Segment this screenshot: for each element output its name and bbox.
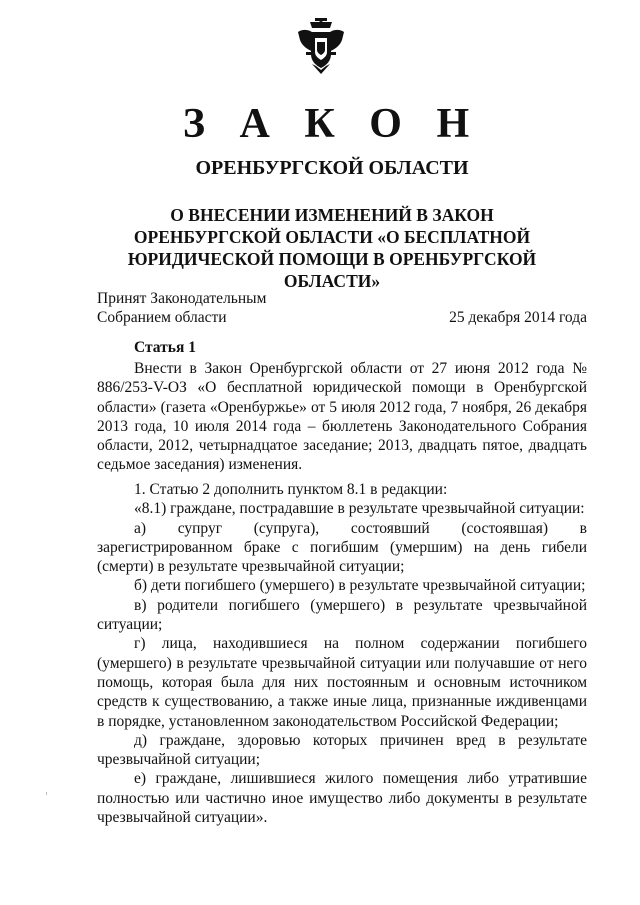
amendment-item-d: д) граждане, здоровью которых причинен вред в результате чрезвычайной ситуации; — [97, 731, 587, 769]
amendment-item-a: а) супруг (супруга), состоявший (состоявшая) в зарегистрированном браке с погибшим (умершим) на день гибели (смерти) в результате чрезвычайной ситуации; — [97, 519, 587, 576]
article-paragraph: Внести в Закон Оренбургской области от 27 июня 2012 года № 886/253-V-ОЗ «О бесплатной юридической помощи в Оренбургской области» (газета «Оренбуржье» от 5 июля 2012 года, 7 ноября, 26 декабря 2013 года, 10 июля 2014 года – бюллетень Законодательного Собрания области, 2012, четырнадцатое заседание; 2013, двадцать пятое, двадцать седьмое заседания) изменения. — [97, 360, 587, 474]
amendment-item-v: в) родители погибшего (умершего) в результате чрезвычайной ситуации; — [97, 596, 587, 634]
amendment-item-8-1: «8.1) граждане, пострадавшие в результате чрезвычайной ситуации: — [134, 500, 585, 518]
amendment-item-e: е) граждане, лишившиеся жилого помещения либо утратившие полностью или частично иное имущество либо документы в результате чрезвычайной ситуации». — [97, 770, 587, 827]
document-title: З А К О Н — [182, 101, 482, 147]
adoption-date: 25 декабря 2014 года — [449, 309, 587, 326]
amendment-item-intro: 1. Статью 2 дополнить пунктом 8.1 в редакции: — [134, 481, 448, 498]
coat-of-arms-emblem — [296, 18, 346, 76]
adopted-by — [97, 289, 266, 327]
amendment-items — [97, 480, 587, 827]
adopted-line-2: Собранием области — [97, 309, 227, 326]
article-title: Статья 1 — [134, 339, 196, 356]
law-heading: О ВНЕСЕНИИ ИЗМЕНЕНИЙ В ЗАКОН ОРЕНБУРГСКОЙ ОБЛАСТИ «О БЕСПЛАТНОЙ ЮРИДИЧЕСКОЙ ПОМОЩИ В ОРЕНБУРГСКОЙ ОБЛАСТИ» — [127, 205, 537, 291]
scan-mark — [46, 792, 47, 795]
article-body — [97, 359, 587, 475]
amendment-item-g: г) лица, находившиеся на полном содержании погибшего (умершего) в результате чрезвычайной ситуации или получавшие от него помощь, которая была для них постоянным и основным источником средств к существованию, а также иные лица, признанные иждивенцами в порядке, установленном законодательством Российской Федерации; — [97, 635, 587, 730]
amendment-item-b: б) дети погибшего (умершего) в результате чрезвычайной ситуации; — [134, 577, 586, 595]
document-subtitle: ОРЕНБУРГСКОЙ ОБЛАСТИ — [195, 157, 469, 179]
adopted-line-1: Принят Законодательным — [97, 290, 267, 307]
